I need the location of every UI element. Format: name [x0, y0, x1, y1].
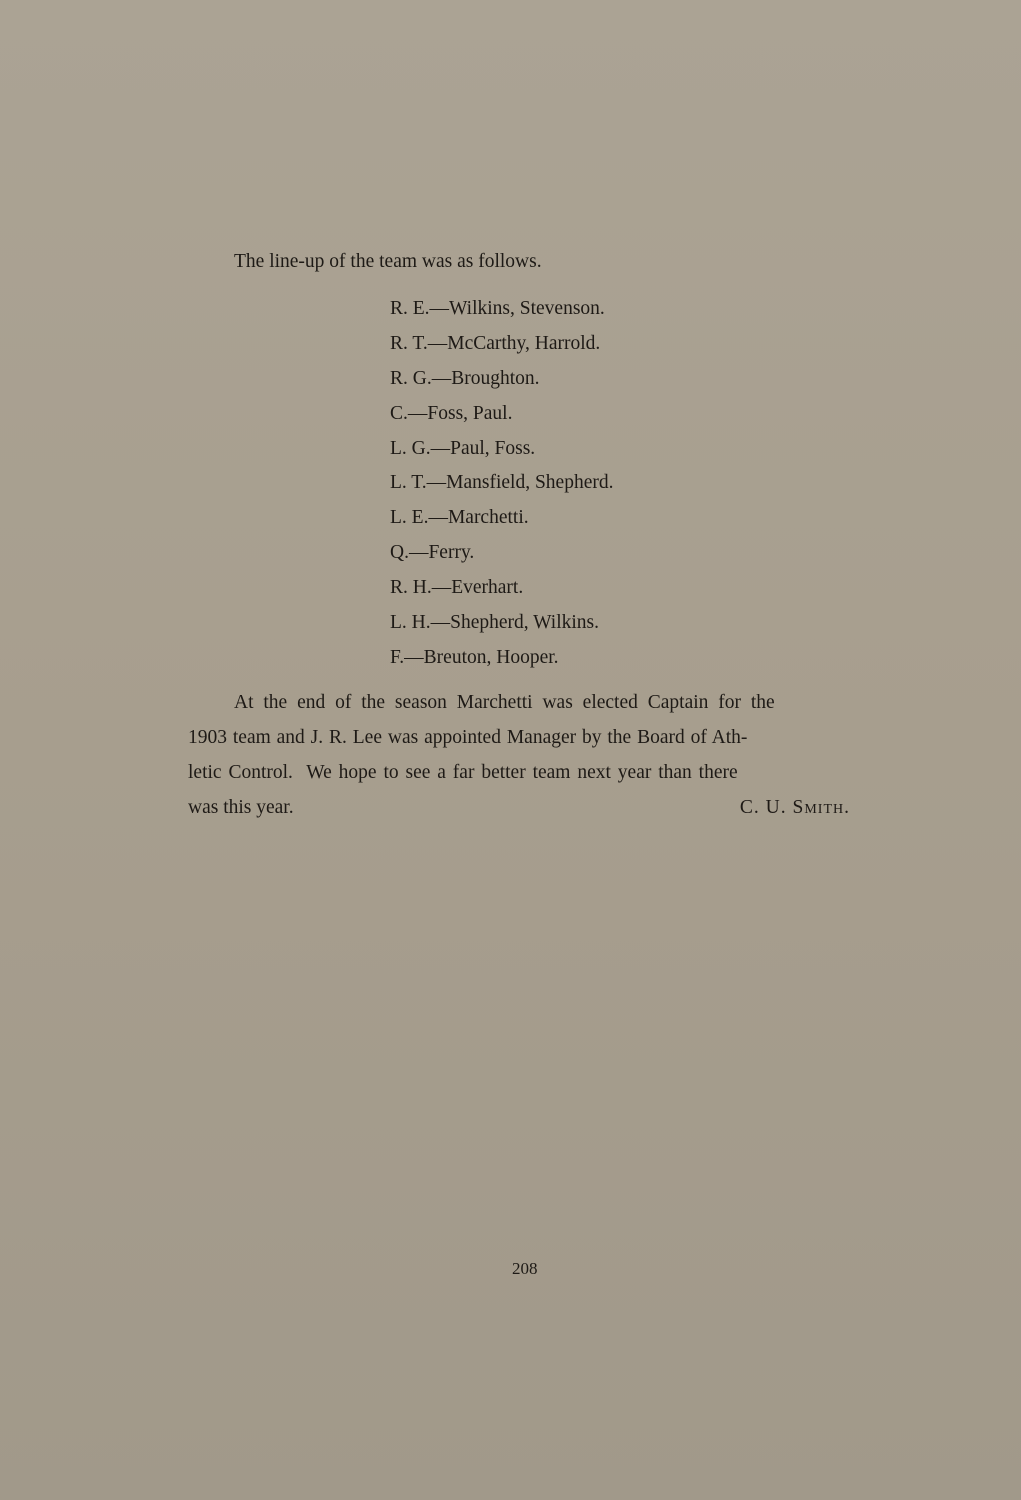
lineup-item: R. E.—Wilkins, Stevenson.	[390, 298, 605, 319]
lineup-list	[390, 297, 614, 681]
page-number: 208	[512, 1259, 538, 1278]
lineup-item: R. G.—Broughton.	[390, 367, 540, 389]
line-text: 1903 team and J. R. Lee was appointed Manager by the Board of Ath-	[188, 727, 748, 748]
line-text: letic Control. We hope to see a far better team next year than there	[188, 762, 738, 783]
closing-paragraph	[188, 691, 872, 831]
line-text: was this year.	[188, 797, 294, 818]
paragraph-line	[188, 691, 872, 726]
lineup-item: R. H.—Everhart.	[390, 577, 524, 599]
paragraph-line	[188, 796, 872, 831]
paragraph-line	[188, 726, 872, 761]
lineup-item: R. T.—McCarthy, Harrold.	[390, 332, 601, 354]
intro-text: The line-up of the team was as follows.	[234, 251, 542, 272]
lineup-item: L. T.—Mansfield, Shepherd.	[390, 472, 614, 494]
lineup-item: L. G.—Paul, Foss.	[390, 437, 536, 459]
lineup-item: L. E.—Marchetti.	[390, 507, 529, 529]
line-text: At the end of the season Marchetti was elected Captain for the	[234, 692, 775, 713]
signature: C. U. Smith.	[739, 797, 850, 818]
lineup-item: L. H.—Shepherd, Wilkins.	[390, 612, 600, 634]
lineup-item: F.—Breuton, Hooper.	[390, 646, 559, 668]
lineup-item: C.—Foss, Paul.	[390, 402, 513, 424]
paragraph-line	[188, 761, 872, 796]
lineup-item: Q.—Ferry.	[390, 542, 475, 564]
